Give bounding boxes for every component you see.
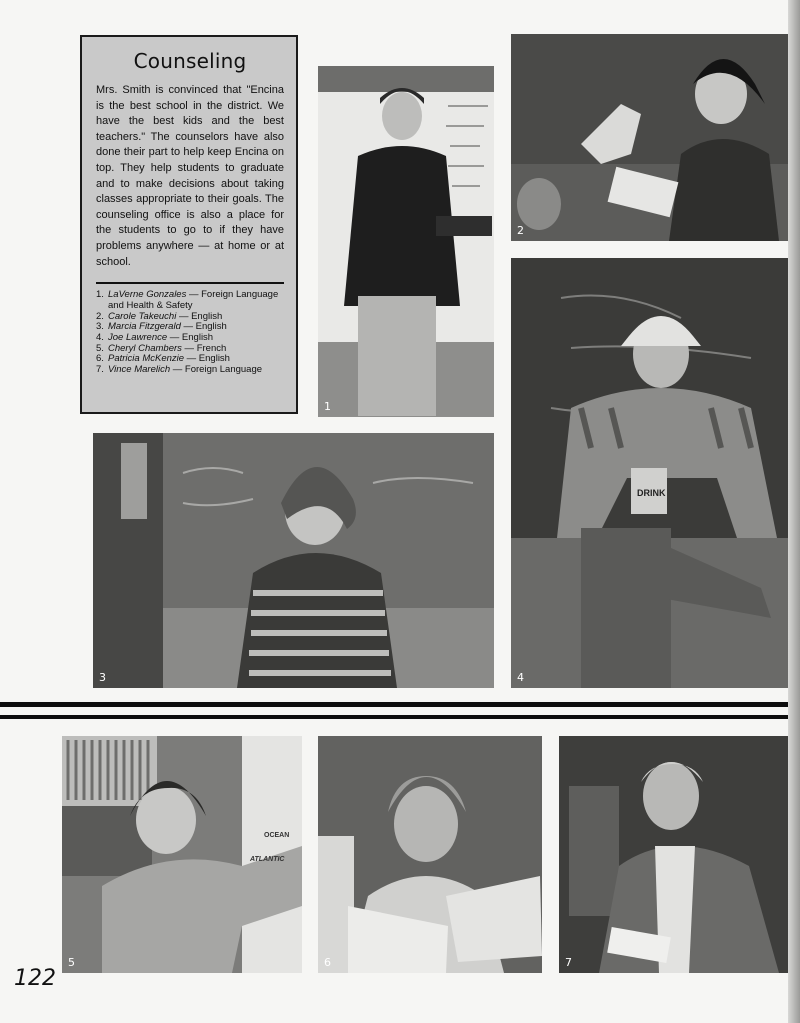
photo-5 <box>62 736 302 973</box>
separator-bar <box>0 715 800 719</box>
photo-1 <box>318 66 494 417</box>
caption-item: 5. Cheryl Chambers — French <box>96 342 227 354</box>
can-label: DRINK <box>637 488 666 498</box>
map-label: ATLANTIC <box>250 856 285 863</box>
section-title: Counseling <box>133 49 247 73</box>
photo-3 <box>93 433 494 688</box>
photo-6 <box>318 736 542 973</box>
photo-4 <box>511 258 791 688</box>
photo-7 <box>559 736 788 973</box>
caption-item: 1. LaVerne Gonzales — Foreign Language and Health & Safety <box>96 289 279 311</box>
caption-item: 4. Joe Lawrence — English <box>96 331 214 343</box>
caption-list <box>96 290 284 376</box>
caption-item: 2. Carole Takeuchi — English <box>96 310 223 322</box>
counseling-text-box <box>80 35 298 414</box>
caption-item: 7. Vince Marelich — Foreign Language <box>96 364 263 376</box>
photo-number: 6 <box>324 956 331 969</box>
page-number: 122 <box>14 966 56 991</box>
photo-number: 3 <box>99 671 106 684</box>
separator-bar <box>0 702 800 707</box>
section-body: Mrs. Smith is convinced that "Encina is the best school in the district. We have the best kids and the best teachers." The counselors have also done their part to help keep Encina on top. They help students to graduate and to make decisions about taking classes appropriate to their goals. The counseling office is also a place for the students to go to if they have problems anywhere — at home or at school. <box>96 84 284 268</box>
photo-number: 4 <box>517 671 524 684</box>
photo-number: 2 <box>517 224 524 237</box>
divider <box>96 282 284 284</box>
photo-number: 5 <box>68 956 75 969</box>
photo-number: 1 <box>324 400 331 413</box>
page-binding <box>788 0 800 1023</box>
caption-item: 6. Patricia McKenzie — English <box>96 353 230 365</box>
caption-item: 3. Marcia Fitzgerald — English <box>96 321 227 333</box>
photo-2 <box>511 34 791 241</box>
photo-number: 7 <box>565 956 572 969</box>
map-label: OCEAN <box>264 832 290 839</box>
